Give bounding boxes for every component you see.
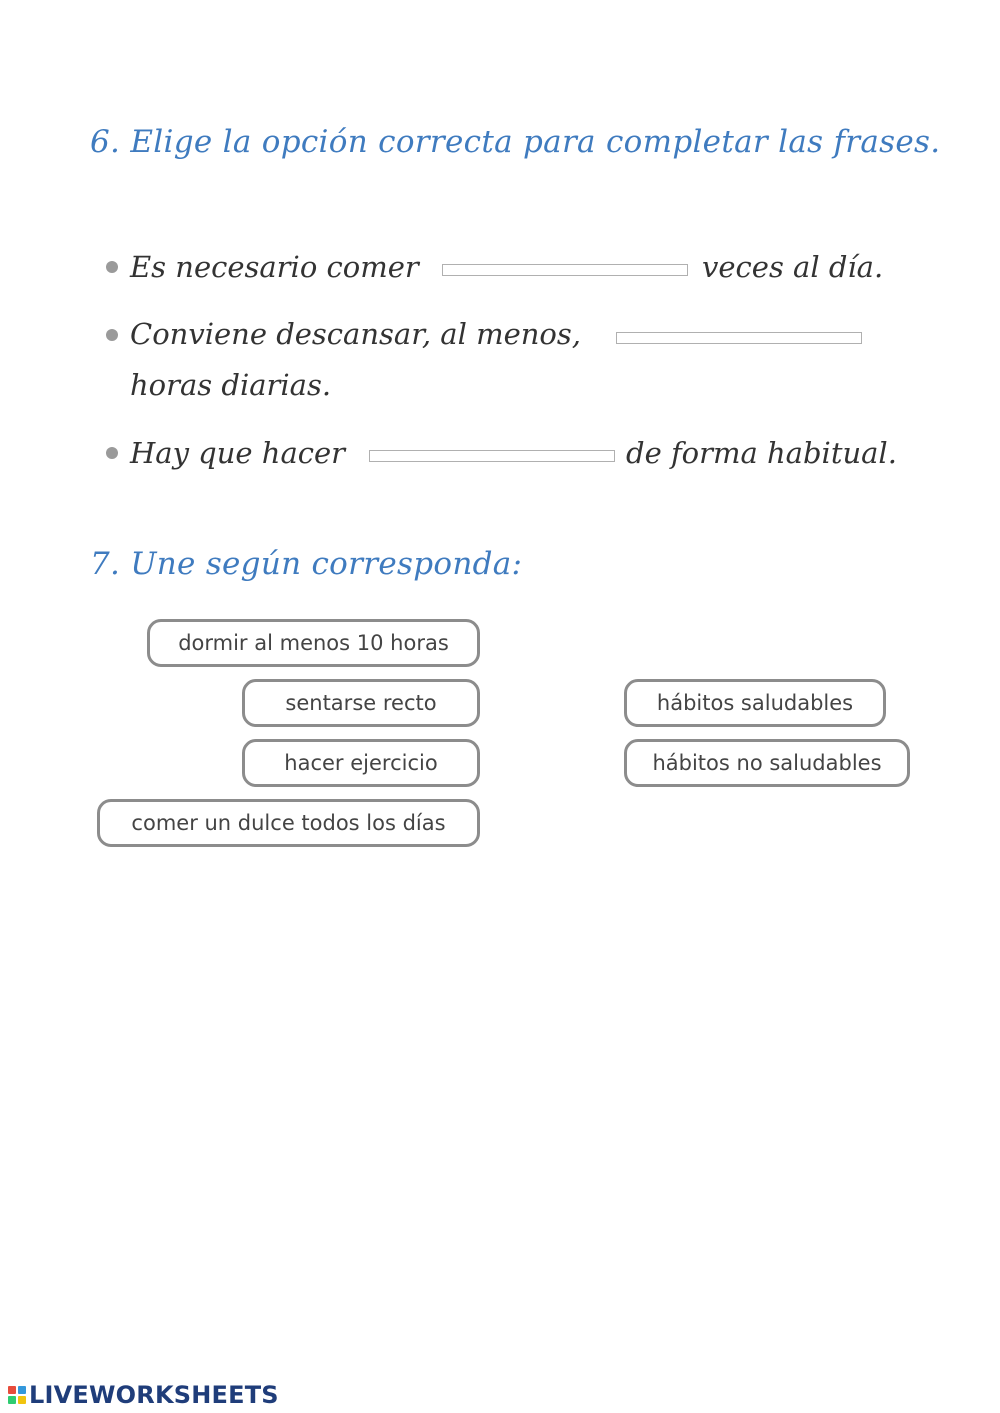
bullet-icon xyxy=(106,447,118,459)
match-option-dormir[interactable]: dormir al menos 10 horas xyxy=(147,619,480,667)
match-option-sentarse[interactable]: sentarse recto xyxy=(242,679,480,727)
logo-blocks-icon xyxy=(8,1386,26,1404)
answer-blank-2[interactable] xyxy=(616,332,862,344)
bullet-icon xyxy=(106,261,118,273)
match-target-no-saludables[interactable]: hábitos no saludables xyxy=(624,739,910,787)
bullet-icon xyxy=(106,329,118,341)
sentence-1-end: veces al día. xyxy=(702,250,884,284)
sentence-2-start: Conviene descansar, al menos, xyxy=(130,317,581,351)
match-target-saludables[interactable]: hábitos saludables xyxy=(624,679,886,727)
sentence-1-start: Es necesario comer xyxy=(130,250,419,284)
sentence-3-end: de forma habitual. xyxy=(626,436,897,470)
sentence-2-end: horas diarias. xyxy=(130,368,332,402)
answer-blank-3[interactable] xyxy=(369,450,615,462)
exercise-7-title: 7. Une según corresponda: xyxy=(90,546,523,582)
sentence-3-start: Hay que hacer xyxy=(130,436,346,470)
liveworksheets-logo xyxy=(8,1381,279,1409)
brand-name: LIVEWORKSHEETS xyxy=(29,1381,279,1409)
match-option-dulce[interactable]: comer un dulce todos los días xyxy=(97,799,480,847)
exercise-6-title: 6. Elige la opción correcta para completar las frases. xyxy=(90,124,941,160)
match-option-ejercicio[interactable]: hacer ejercicio xyxy=(242,739,480,787)
answer-blank-1[interactable] xyxy=(442,264,688,276)
